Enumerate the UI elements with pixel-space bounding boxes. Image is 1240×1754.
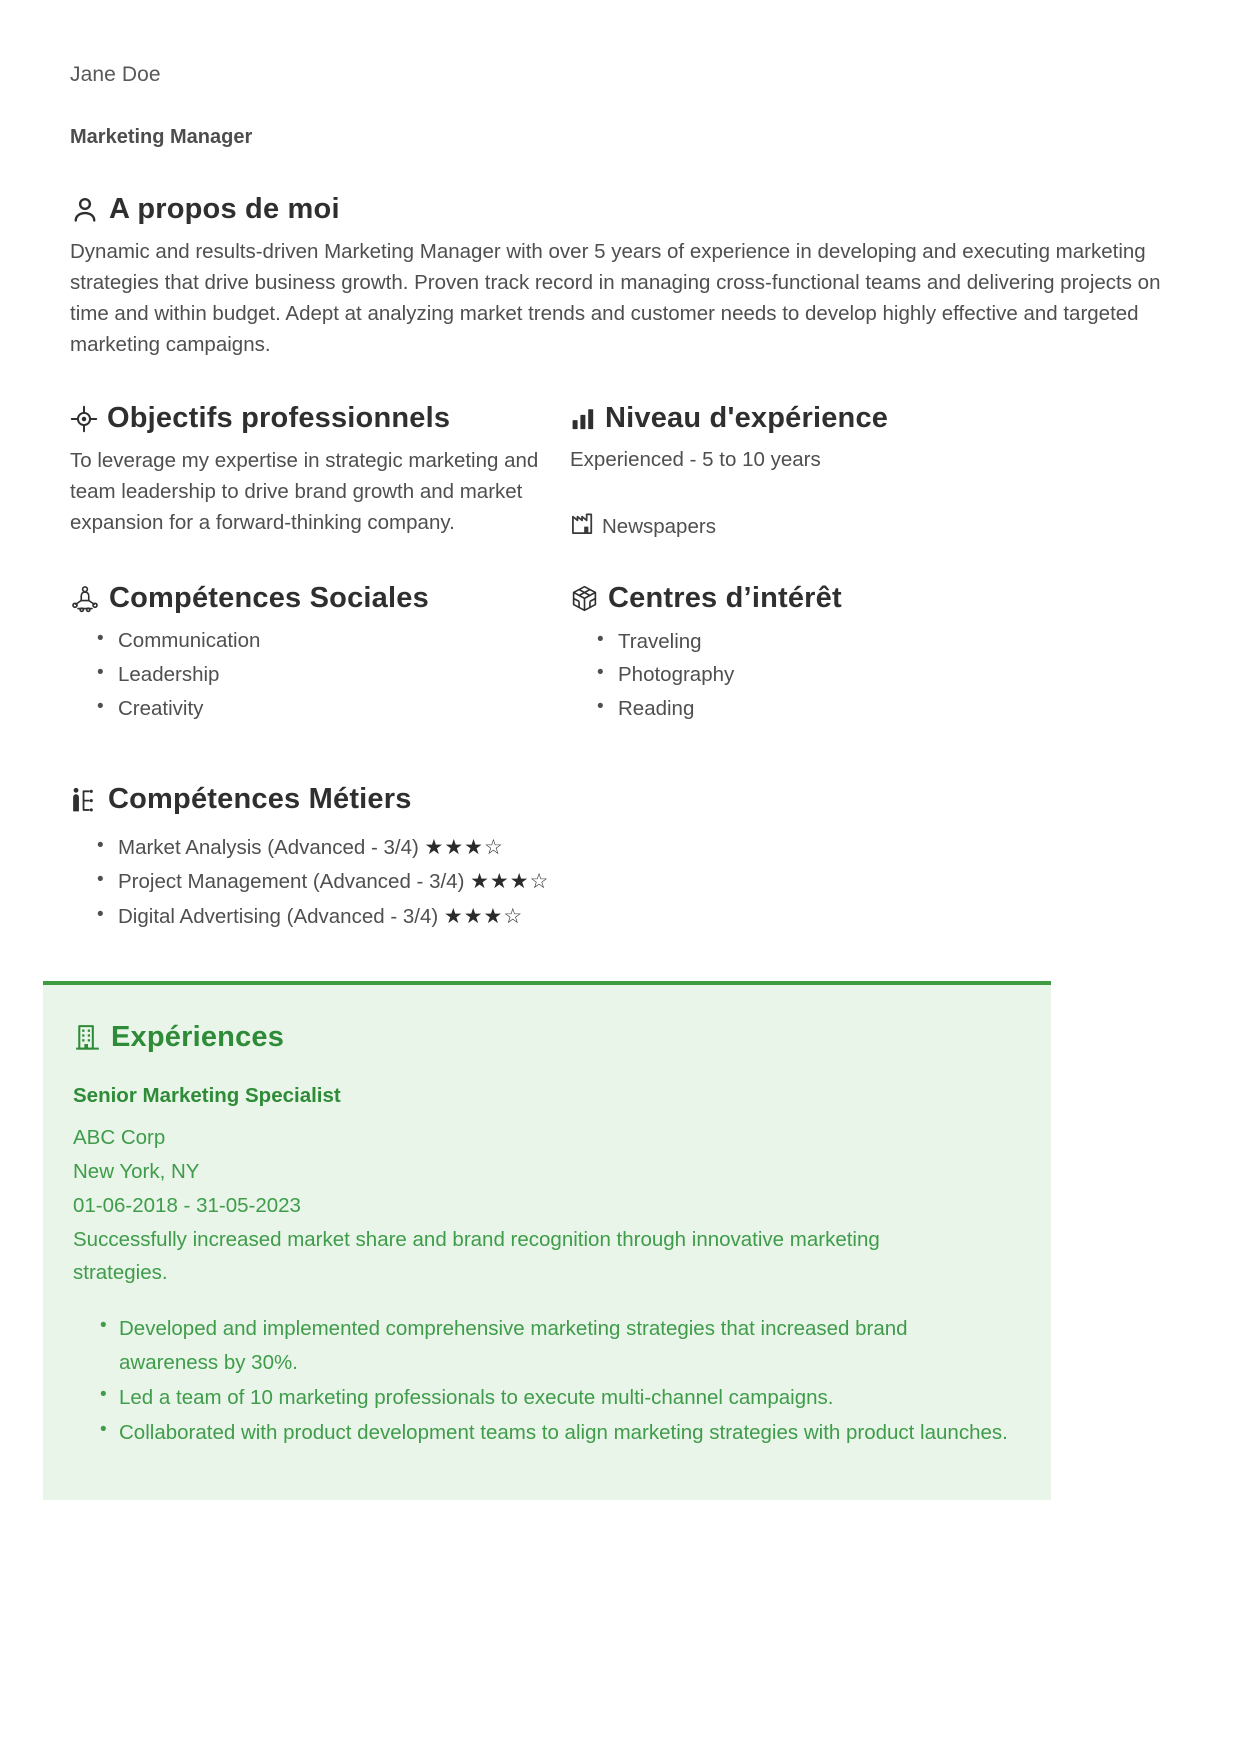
building-icon [73,1023,102,1052]
list-item [116,865,1170,899]
list-item: • Creativity [116,692,570,726]
user-icon [70,195,100,225]
list-item: • Communication [116,624,570,658]
hard-skills-list [70,831,1170,934]
interests-section-header [570,582,1070,615]
experience-location: New York, NY [73,1159,200,1183]
list-item: • Leadership [116,658,570,692]
experience-entry [73,1082,1021,1449]
skill-rating-stars: ★★★☆ [424,835,504,859]
skill-rating-stars: ★★★☆ [470,870,550,894]
goals-section-title: Objectifs professionnels [107,402,451,435]
hard-skills-section-title: Compétences Métiers [108,783,412,816]
list-item [116,831,1170,865]
factory-icon [570,511,595,542]
candidate-name: Jane Doe [70,63,161,86]
left-column [70,402,570,725]
experience-dates: 01-06-2018 - 31-05-2023 [73,1193,301,1217]
skill-rating-stars: ★★★☆ [443,904,524,928]
list-item: • Developed and implemented comprehensive marketing strategies that increased brand awareness by 30%. [119,1312,1009,1379]
interests-list [570,625,1070,726]
experience-meta [73,1121,1021,1290]
org-person-icon [70,786,99,815]
skill-label: Digital Advertising (Advanced - 3/4) [118,904,439,928]
goals-block [70,402,570,538]
experience-level-block [570,402,1070,542]
experience-bullets [73,1312,1021,1450]
experience-level-section-title: Niveau d'expérience [605,402,889,435]
bar-chart-icon [570,406,596,432]
experience-summary: Successfully increased market share and brand recognition through innovative marketing strategies. [73,1227,880,1285]
target-icon [70,405,98,433]
skill-label: Market Analysis (Advanced - 3/4) [118,835,419,859]
experience-level-section-header [570,402,1070,435]
list-item: • Collaborated with product development teams to align marketing strategies with product launches. [119,1416,1009,1449]
skill-label: Project Management (Advanced - 3/4) [118,870,465,894]
list-item: • Led a team of 10 marketing professionals to execute multi-channel campaigns. [119,1381,1009,1414]
experience-company: ABC Corp [73,1126,166,1150]
right-column [570,402,1070,725]
hard-skills-block [70,783,1170,934]
experiences-section-header [73,1021,1021,1054]
interests-section-title: Centres d’intérêt [608,582,842,615]
cube-icon [570,584,599,613]
industry-label: Newspapers [602,514,716,538]
experience-level-value: Experienced - 5 to 10 years [570,447,821,471]
soft-skills-block [70,582,570,725]
soft-skills-section-header [70,582,570,615]
hard-skills-section-header [70,783,1170,816]
goals-section-header [70,402,570,435]
interests-block [570,582,1070,725]
list-item: • Traveling [616,625,1070,659]
about-section-header [70,193,1170,226]
meditation-icon [70,584,100,614]
industry-row [570,511,1070,542]
about-section-title: A propos de moi [109,193,340,226]
two-column-area [70,402,1170,725]
experiences-panel [43,981,1051,1500]
goals-text: To leverage my expertise in strategic marketing and team leadership to drive brand growth and market expansion for a forward-thinking company. [70,448,539,534]
experience-job-title: Senior Marketing Specialist [73,1084,341,1108]
soft-skills-list [70,624,570,725]
about-text: Dynamic and results-driven Marketing Manager with over 5 years of experience in developing and executing marketing strategies that drive business growth. Proven track record in managing cross-functional teams and delivering projects on time and within budget. Adept at analyzing market trends and customer needs to develop highly effective and targeted marketing campaigns. [70,239,1161,356]
list-item: • Photography [616,658,1070,692]
experiences-section-title: Expériences [111,1021,285,1054]
list-item: • Reading [616,692,1070,726]
list-item [116,900,1170,934]
soft-skills-section-title: Compétences Sociales [109,581,429,614]
candidate-job-title: Marketing Manager [70,126,253,149]
